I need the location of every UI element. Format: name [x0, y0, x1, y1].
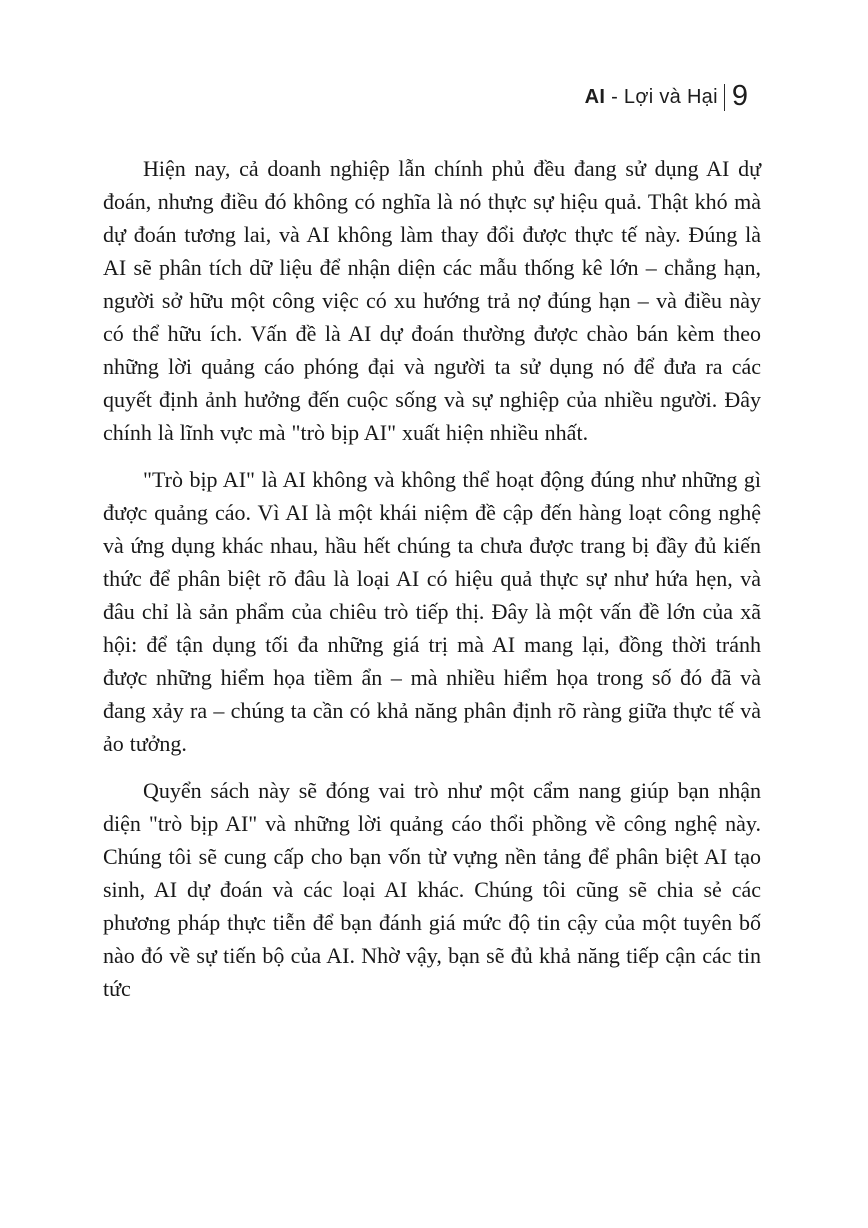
header-divider: [724, 84, 725, 111]
book-title-rest: - Lợi và Hại: [605, 86, 718, 108]
paragraph: Quyển sách này sẽ đóng vai trò như một cẩm nang giúp bạn nhận diện "trò bịp AI" và những lời quảng cáo thổi phồng về công nghệ này. Chúng tôi sẽ cung cấp cho bạn vốn từ vựng nền tảng để phân biệt AI tạo sinh, AI dự đoán và các loại AI khác. Chúng tôi cũng sẽ chia sẻ các phương pháp thực tiễn để bạn đánh giá mức độ tin cậy của một tuyên bố nào đó về sự tiến bộ của AI. Nhờ vậy, bạn sẽ đủ khả năng tiếp cận các tin tức: [103, 778, 761, 1001]
running-header: [585, 82, 748, 113]
book-title-prefix: AI: [584, 86, 606, 108]
paragraph: "Trò bịp AI" là AI không và không thể hoạt động đúng như những gì được quảng cáo. Vì AI là một khái niệm đề cập đến hàng loạt công nghệ và ứng dụng khác nhau, hầu hết chúng ta chưa được trang bị đầy đủ kiến thức để phân biệt rõ đâu là loại AI có hiệu quả thực sự như hứa hẹn, và đâu chỉ là sản phẩm của chiêu trò tiếp thị. Đây là một vấn đề lớn của xã hội: để tận dụng tối đa những giá trị mà AI mang lại, đồng thời tránh được những hiểm họa tiềm ẩn – mà nhiều hiểm họa trong số đó đã và đang xảy ra – chúng ta cần có khả năng phân định rõ ràng giữa thực tế và ảo tưởng.: [103, 467, 761, 756]
page-number: 9: [731, 80, 748, 112]
paragraph: Hiện nay, cả doanh nghiệp lẫn chính phủ đều đang sử dụng AI dự đoán, nhưng điều đó không có nghĩa là nó thực sự hiệu quả. Thật khó mà dự đoán tương lai, và AI không làm thay đổi được thực tế này. Đúng là AI sẽ phân tích dữ liệu để nhận diện các mẫu thống kê lớn – chẳng hạn, người sở hữu một công việc có xu hướng trả nợ đúng hạn – và điều này có thể hữu ích. Vấn đề là AI dự đoán thường được chào bán kèm theo những lời quảng cáo phóng đại và người ta sử dụng nó để đưa ra các quyết định ảnh hưởng đến cuộc sống và sự nghiệp của nhiều người. Đây chính là lĩnh vực mà "trò bịp AI" xuất hiện nhiều nhất.: [103, 156, 761, 445]
page-text-block: [103, 152, 761, 1019]
book-title: [585, 86, 718, 109]
